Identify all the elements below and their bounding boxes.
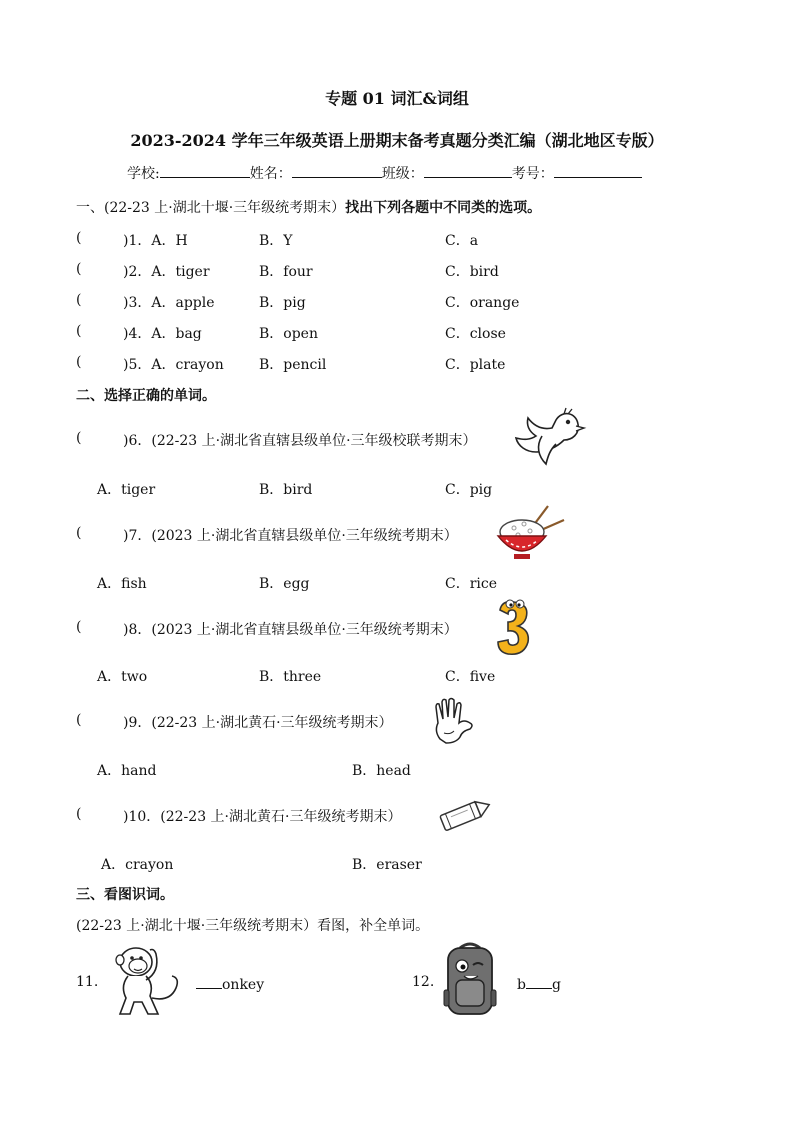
q4-option-b[interactable]: B．open	[259, 326, 318, 342]
q2-option-b[interactable]: B．four	[259, 264, 313, 280]
q2-option-c[interactable]: C．bird	[445, 264, 499, 280]
q5-option-a[interactable]: )5．A．crayon	[123, 357, 224, 373]
q7-option-c[interactable]: C．rice	[445, 576, 498, 592]
q1-option-b[interactable]: B．Y	[259, 233, 293, 249]
q1-paren: (	[76, 230, 82, 246]
q11-word: onkey	[196, 974, 264, 993]
q5-option-b[interactable]: B．pencil	[259, 357, 327, 373]
q8-stem: )8．(2023 上·湖北省直辖县级单位·三年级统考期末）	[123, 622, 458, 638]
q5-paren: (	[76, 354, 82, 370]
q3-option-a[interactable]: )3．A．apple	[123, 295, 215, 311]
crayon-picture	[435, 794, 497, 834]
q5-option-c[interactable]: C．plate	[445, 357, 506, 373]
monkey-picture	[106, 942, 186, 1020]
q7-stem: )7．(2023 上·湖北省直辖县级单位·三年级统考期末）	[123, 528, 458, 544]
page-title: 专题 01 词汇&词组	[325, 89, 469, 108]
q10-paren: (	[76, 806, 82, 822]
q8-option-c[interactable]: C．five	[445, 669, 496, 685]
q8-paren: (	[76, 619, 82, 635]
q4-paren: (	[76, 323, 82, 339]
q9-option-b[interactable]: B．head	[352, 763, 411, 779]
q4-option-c[interactable]: C．close	[445, 326, 506, 342]
q3-option-b[interactable]: B．pig	[259, 295, 306, 311]
section-1-heading: 一、(22-23 上·湖北十堰·三年级统考期末）找出下列各题中不同类的选项。	[76, 200, 542, 216]
q6-stem: )6．(22-23 上·湖北省直辖县级单位·三年级校联考期末）	[123, 433, 477, 449]
q8-option-a[interactable]: A．two	[97, 669, 148, 685]
section-3-heading: 三、看图识词。	[76, 887, 174, 903]
q7-paren: (	[76, 525, 82, 541]
q11-number: 11.	[76, 974, 99, 990]
q2-option-a[interactable]: )2．A．tiger	[123, 264, 210, 280]
q10-stem: )10．(22-23 上·湖北黄石·三年级统考期末）	[123, 809, 402, 825]
section-3-intro: (22-23 上·湖北十堰·三年级统考期末）看图，补全单词。	[76, 918, 430, 934]
q7-option-b[interactable]: B．egg	[259, 576, 310, 592]
class-blank[interactable]	[424, 163, 512, 178]
q7-option-a[interactable]: A．fish	[97, 576, 147, 592]
rice-bowl-picture	[494, 504, 568, 562]
q10-option-b[interactable]: B．eraser	[352, 857, 422, 873]
q10-option-a[interactable]: A．crayon	[101, 857, 174, 873]
number-label: 考号：	[511, 166, 554, 182]
q9-stem: )9．(22-23 上·湖北黄石·三年级统考期末）	[123, 715, 393, 731]
q6-option-c[interactable]: C．pig	[445, 482, 493, 498]
number-three-picture	[494, 598, 534, 656]
q6-option-a[interactable]: A．tiger	[97, 482, 156, 498]
q2-paren: (	[76, 261, 82, 277]
q12-number: 12.	[412, 974, 435, 990]
number-blank[interactable]	[554, 163, 642, 178]
student-info-line	[127, 163, 642, 183]
q6-option-b[interactable]: B．bird	[259, 482, 313, 498]
q9-paren: (	[76, 712, 82, 728]
q6-paren: (	[76, 430, 82, 446]
name-blank[interactable]	[292, 163, 382, 178]
bird-picture	[512, 406, 586, 468]
hand-picture	[430, 697, 480, 747]
name-label: 姓名：	[249, 166, 292, 182]
backpack-picture	[442, 940, 498, 1020]
q1-option-c[interactable]: C．a	[445, 233, 479, 249]
q4-option-a[interactable]: )4．A．bag	[123, 326, 202, 342]
q12-word: b g	[517, 974, 561, 993]
class-label: 班级：	[381, 166, 424, 182]
section-2-heading: 二、选择正确的单词。	[76, 388, 216, 404]
school-blank[interactable]	[160, 163, 250, 178]
q12-blank[interactable]	[526, 974, 552, 989]
q1-option-a[interactable]: )1．A．H	[123, 233, 188, 249]
q3-paren: (	[76, 292, 82, 308]
q3-option-c[interactable]: C．orange	[445, 295, 520, 311]
q8-option-b[interactable]: B．three	[259, 669, 322, 685]
school-label: 学校:	[127, 166, 160, 182]
q11-blank[interactable]	[196, 974, 222, 989]
q9-option-a[interactable]: A．hand	[97, 763, 157, 779]
page-subtitle: 2023-2024 学年三年级英语上册期末备考真题分类汇编（湖北地区专版）	[130, 131, 664, 150]
